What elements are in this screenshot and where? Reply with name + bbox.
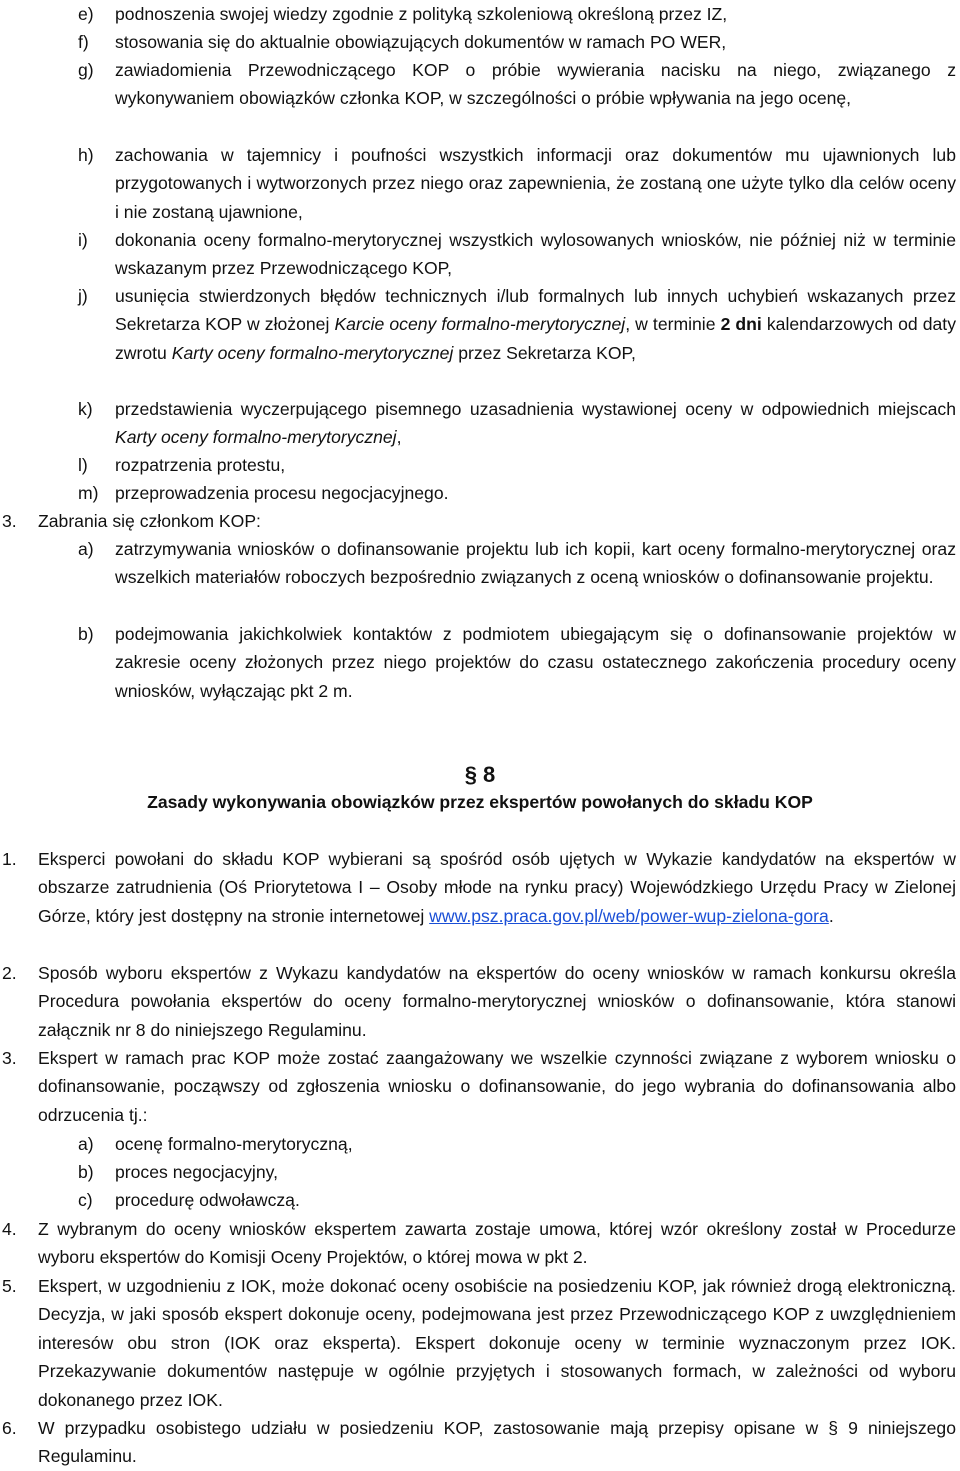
item-label: h) xyxy=(78,145,94,165)
point-text: W przypadku osobistego udziału w posiedzeniu KOP, zastosowanie mają przepisy opisane w § 9 niniejszego Regulaminu. xyxy=(38,1418,956,1467)
item-text: ocenę formalno-merytoryczną, xyxy=(115,1134,353,1154)
point-label: 1. xyxy=(2,849,17,869)
item-label: i) xyxy=(78,230,88,250)
item-label: c) xyxy=(78,1190,93,1210)
item-label: b) xyxy=(78,1162,94,1182)
text-run: Eksperci powołani do składu KOP wybierani są spośród osób ujętych w Wykazie kandydatów na ekspertów w obszarze zatrudnienia (Oś Priorytetowa I – Osoby młode na rynku pracy) Wojewódzkiego Urzędu Pracy w Zielonej Górze, który jest dostępny na stronie internetowej xyxy=(38,849,956,926)
point-label: 5. xyxy=(2,1276,17,1296)
text-run-italic: Karty oceny formalno-merytorycznej xyxy=(115,427,397,448)
text-run: przez Sekretarza KOP, xyxy=(453,342,636,363)
point-label: 3. xyxy=(2,1048,17,1068)
point-label: 6. xyxy=(2,1418,17,1438)
item-label: f) xyxy=(78,32,89,52)
text-run-bold: 2 dni xyxy=(720,314,762,335)
item-text: zatrzymywania wniosków o dofinansowanie projektu lub ich kopii, kart oceny formalno-merytorycznej oraz wszelkich materiałów roboczych bezpośrednio związanych z oceną wniosków o dofinansowanie projektu. xyxy=(115,539,956,588)
item-label: l) xyxy=(78,455,88,475)
item-label: j) xyxy=(78,286,88,306)
section-number: § 8 xyxy=(464,762,496,787)
point-text: Ekspert, w uzgodnieniu z IOK, może dokonać oceny osobiście na posiedzeniu KOP, jak również drogą elektroniczną. Decyzja, w jaki sposób ekspert dokonuje oceny, podejmowana jest przez Przewodniczącego KOP z uwzględnieniem interesów obu stron (IOK oraz eksperta). Ekspert dokonuje oceny w terminie wyznaczonym przez IOK. Przekazywanie dokumentów następuje w ogólnie przyjętych i stosowanych formach, w zależności od wyboru dokonanego przez IOK. xyxy=(38,1276,956,1410)
item-text: podejmowania jakichkolwiek kontaktów z podmiotem ubiegającym się o dofinansowanie projektów w zakresie oceny złożonych przez niego projektów do czasu ostatecznego zakończenia procedury oceny wniosków, wyłączając pkt 2 m. xyxy=(115,624,956,701)
item-text: procedurę odwoławczą. xyxy=(115,1190,300,1210)
text-run: kalendarzowych od daty zwrotu xyxy=(115,314,956,363)
item-text: podnoszenia swojej wiedzy zgodnie z polityką szkoleniową określoną przez IZ, xyxy=(115,4,728,24)
text-run-italic: Karcie oceny formalno-merytorycznej xyxy=(334,314,626,335)
website-link[interactable]: www.psz.praca.gov.pl/web/power-wup-zielona-gora xyxy=(429,905,829,926)
item-text: dokonania oceny formalno-merytorycznej wszystkich wylosowanych wniosków, nie później niż w terminie wskazanym przez Przewodniczącego KOP, xyxy=(115,230,956,279)
item-label: k) xyxy=(78,399,93,419)
point-label: 4. xyxy=(2,1219,17,1239)
text-run: usunięcia stwierdzonych błędów technicznych i/lub formalnych lub innych uchybień wskazanych przez Sekretarza KOP w złożonej xyxy=(115,286,956,335)
item-text: stosowania się do aktualnie obowiązujących dokumentów w ramach PO WER, xyxy=(115,32,727,52)
point-text: Sposób wyboru ekspertów z Wykazu kandydatów na ekspertów do oceny wniosków w ramach konkursu określa Procedura powołania ekspertów do oceny formalno-merytorycznej wniosków o dofinansowanie, która stanowi załącznik nr 8 do niniejszego Regulaminu. xyxy=(38,963,956,1040)
point-label: 3. xyxy=(2,511,17,531)
item-text: przeprowadzenia procesu negocjacyjnego. xyxy=(115,483,449,503)
point-text: Z wybranym do oceny wniosków ekspertem zawarta zostaje umowa, której wzór określony został w Procedurze wyboru ekspertów do Komisji Oceny Projektów, o której mowa w pkt 2. xyxy=(38,1219,956,1268)
text-run: . xyxy=(828,905,834,926)
point-text xyxy=(38,845,956,930)
text-run: , w terminie xyxy=(625,314,721,335)
item-label: a) xyxy=(78,539,94,559)
text-run-italic: Karty oceny formalno-merytorycznej xyxy=(171,342,454,363)
item-label: m) xyxy=(78,483,99,503)
item-text xyxy=(115,282,956,367)
item-text: rozpatrzenia protestu, xyxy=(115,455,286,475)
section-title: Zasady wykonywania obowiązków przez ekspertów powołanych do składu KOP xyxy=(147,792,813,812)
item-label: e) xyxy=(78,4,94,24)
item-text: zachowania w tajemnicy i poufności wszystkich informacji oraz dokumentów mu ujawnionych lub przygotowanych i wytworzonych przez niego oraz zapewnienia, że zostaną one użyte tylko dla celów oceny i nie zostaną ujawnione, xyxy=(115,145,956,222)
point-text: Ekspert w ramach prac KOP może zostać zaangażowany we wszelkie czynności związane z wyborem wniosku o dofinansowanie, począwszy od zgłoszenia wniosku o dofinansowanie, do jego wybrania do dofinansowania albo odrzucenia tj.: xyxy=(38,1048,956,1125)
text-run: przedstawienia wyczerpującego pisemnego uzasadnienia wystawionej oceny w odpowiednich miejscach xyxy=(115,399,956,419)
item-text xyxy=(115,395,956,452)
item-text: zawiadomienia Przewodniczącego KOP o próbie wywierania nacisku na niego, związanego z wykonywaniem obowiązków członka KOP, w szczególności o próbie wpływania na jego ocenę, xyxy=(115,60,956,109)
item-label: a) xyxy=(78,1134,94,1154)
point-text: Zabrania się członkom KOP: xyxy=(38,511,261,531)
point-label: 2. xyxy=(2,963,17,983)
item-label: b) xyxy=(78,624,94,644)
item-label: g) xyxy=(78,60,94,80)
item-text: proces negocjacyjny, xyxy=(115,1162,278,1182)
text-run: , xyxy=(396,427,402,448)
